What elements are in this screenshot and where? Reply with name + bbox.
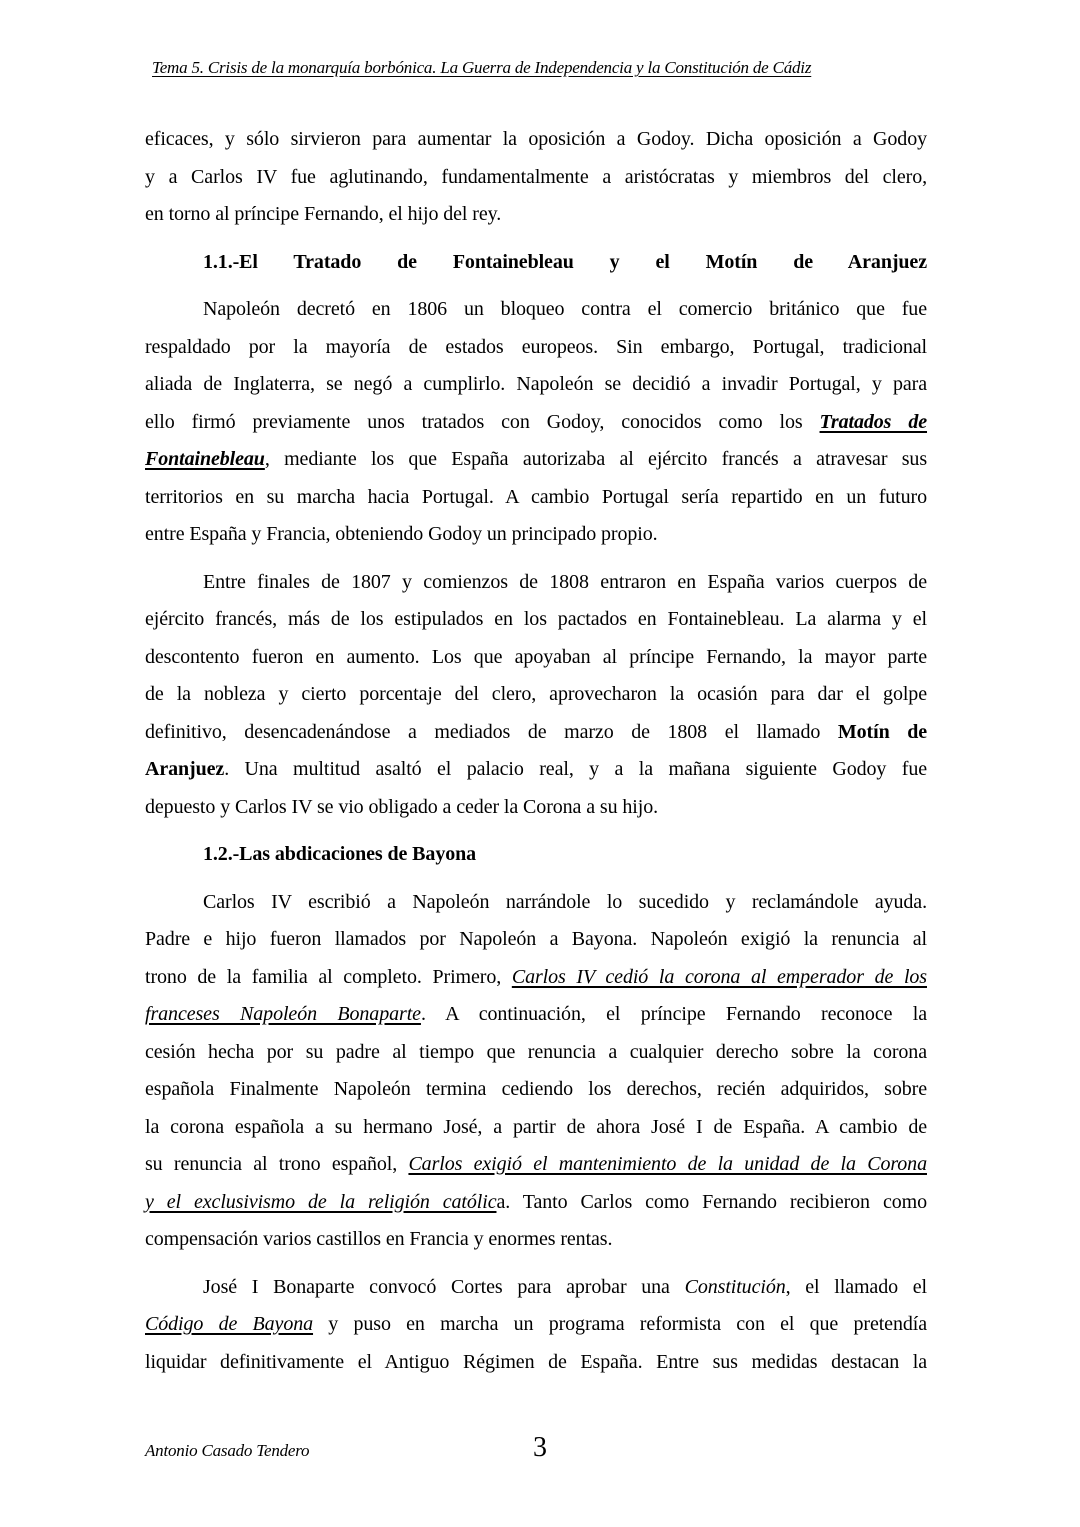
paragraph-codigo-bayona bbox=[145, 1269, 927, 1382]
text-line bbox=[145, 479, 927, 517]
text-run: Entre finales de 1807 y comienzos de 1808 entraron en España varios cuerpos de bbox=[203, 570, 927, 593]
text-line bbox=[145, 121, 927, 159]
text-run: . A continuación, el príncipe Fernando reconoce la bbox=[420, 1003, 928, 1025]
text-run: Padre e hijo fueron llamados por Napoleón a Bayona. Napoleón exigió la renuncia al bbox=[145, 928, 927, 950]
text-run: 1.1.-El Tratado de Fontainebleau y el Motín de Aranjuez bbox=[203, 250, 927, 273]
text-line bbox=[145, 884, 927, 922]
text-line bbox=[145, 789, 927, 827]
text-run: franceses Napoleón Bonaparte bbox=[145, 1003, 421, 1025]
text-run: , el llamado el bbox=[785, 1275, 927, 1298]
text-line bbox=[145, 639, 927, 677]
text-run: respaldado por la mayoría de estados europeos. Sin embargo, Portugal, tradicional bbox=[145, 335, 927, 358]
text-run: ejército francés, más de los estipulados en los pactados en Fontainebleau. La alarma y el bbox=[145, 608, 927, 630]
text-run: territorios en su marcha hacia Portugal. A cambio Portugal sería repartido en un futuro bbox=[145, 485, 927, 508]
section-heading-1-2 bbox=[145, 836, 927, 874]
text-run: compensación varios castillos en Francia y enormes rentas. bbox=[145, 1228, 613, 1250]
text-run: Napoleón decretó en 1806 un bloqueo contra el comercio británico que fue bbox=[203, 298, 927, 320]
text-line bbox=[145, 1146, 927, 1184]
text-run: a. Tanto Carlos como Fernando recibieron como bbox=[496, 1190, 927, 1213]
text-line bbox=[145, 1306, 927, 1344]
text-line bbox=[145, 959, 927, 997]
text-run: Carlos IV escribió a Napoleón narrándole lo sucedido y reclamándole ayuda. bbox=[203, 890, 927, 913]
text-line bbox=[145, 836, 927, 874]
paragraph-motin-aranjuez bbox=[145, 564, 927, 827]
text-run: Fontainebleau bbox=[145, 448, 265, 470]
text-line bbox=[145, 601, 927, 639]
text-line bbox=[145, 404, 927, 442]
footer-author: Antonio Casado Tendero bbox=[145, 1441, 310, 1460]
text-run: y puso en marcha un programa reformista con el que pretendía bbox=[313, 1313, 927, 1335]
text-line bbox=[145, 676, 927, 714]
paragraph-fontainebleau bbox=[145, 291, 927, 554]
running-header bbox=[152, 56, 930, 80]
text-line bbox=[145, 1184, 927, 1222]
text-line bbox=[145, 1221, 927, 1259]
running-header-title: Tema 5. Crisis de la monarquía borbónica. La Guerra de Independencia y la Constitución de Cádiz bbox=[152, 58, 812, 77]
text-line bbox=[145, 1071, 927, 1109]
text-run: su renuncia al trono español, bbox=[145, 1153, 409, 1175]
text-run: . Una multitud asaltó el palacio real, y a la mañana siguiente Godoy fue bbox=[224, 758, 927, 780]
text-line bbox=[145, 1344, 927, 1382]
page-number: 3 bbox=[533, 1432, 547, 1463]
section-heading-1-1 bbox=[145, 244, 927, 282]
text-run: liquidar definitivamente el Antiguo Régimen de España. Entre sus medidas destacan la bbox=[145, 1350, 927, 1373]
text-run: eficaces, y sólo sirvieron para aumentar la oposición a Godoy. Dicha oposición a Godoy bbox=[145, 128, 927, 150]
text-line bbox=[145, 714, 927, 752]
text-line bbox=[145, 1269, 927, 1307]
text-run: y a Carlos IV fue aglutinando, fundamentalmente a aristócratas y miembros del clero, bbox=[145, 165, 927, 188]
text-line bbox=[145, 1034, 927, 1072]
text-run: Aranjuez bbox=[145, 758, 225, 780]
text-line bbox=[145, 996, 927, 1034]
text-run: depuesto y Carlos IV se vio obligado a ceder la Corona a su hijo. bbox=[145, 795, 659, 818]
text-run: aliada de Inglaterra, se negó a cumplirlo. Napoleón se decidió a invadir Portugal, y para bbox=[145, 373, 927, 395]
text-run: José I Bonaparte convocó Cortes para aprobar una bbox=[203, 1275, 685, 1298]
paragraph-opposition-godoy bbox=[145, 121, 927, 234]
text-run: la corona española a su hermano José, a partir de ahora José I de España. A cambio de bbox=[145, 1115, 927, 1138]
text-line bbox=[145, 159, 927, 197]
text-line bbox=[145, 921, 927, 959]
text-run: Tratados de bbox=[819, 410, 928, 433]
text-line bbox=[145, 366, 927, 404]
text-run: en torno al príncipe Fernando, el hijo del rey. bbox=[145, 203, 502, 225]
text-run: de la nobleza y cierto porcentaje del clero, aprovecharon la ocasión para dar el golpe bbox=[145, 683, 927, 705]
text-run: Carlos IV cedió la corona al emperador de los bbox=[511, 965, 927, 988]
text-line bbox=[145, 1109, 927, 1147]
text-run: 1.2.-Las abdicaciones de Bayona bbox=[203, 843, 477, 865]
text-run: y el exclusivismo de la religión católic bbox=[145, 1190, 497, 1213]
text-line bbox=[145, 196, 927, 234]
text-line bbox=[145, 516, 927, 554]
text-run: Código de Bayona bbox=[145, 1313, 314, 1335]
text-line bbox=[145, 751, 927, 789]
document-body bbox=[145, 121, 927, 1391]
text-run: Carlos exigió el mantenimiento de la unidad de la Corona bbox=[408, 1153, 927, 1175]
text-line bbox=[145, 291, 927, 329]
text-run: cesión hecha por su padre al tiempo que renuncia a cualquier derecho sobre la corona bbox=[145, 1040, 927, 1063]
text-run: definitivo, desencadenándose a mediados de marzo de 1808 el llamado bbox=[145, 720, 838, 743]
text-run: , mediante los que España autorizaba al ejército francés a atravesar sus bbox=[264, 448, 927, 470]
text-run: española Finalmente Napoleón termina cediendo los derechos, recién adquiridos, sobre bbox=[145, 1078, 927, 1100]
text-run: entre España y Francia, obteniendo Godoy un principado propio. bbox=[145, 523, 658, 545]
text-line bbox=[145, 564, 927, 602]
text-run: Motín de bbox=[837, 720, 928, 743]
text-line bbox=[145, 244, 927, 282]
text-line bbox=[145, 329, 927, 367]
text-run: ello firmó previamente unos tratados con Godoy, conocidos como los bbox=[145, 410, 820, 433]
text-run: trono de la familia al completo. Primero, bbox=[145, 965, 512, 988]
paragraph-abdicaciones-bayona bbox=[145, 884, 927, 1259]
text-run: descontento fueron en aumento. Los que apoyaban al príncipe Fernando, la mayor parte bbox=[145, 645, 927, 668]
text-line bbox=[145, 441, 927, 479]
text-run: Constitución bbox=[684, 1275, 786, 1298]
